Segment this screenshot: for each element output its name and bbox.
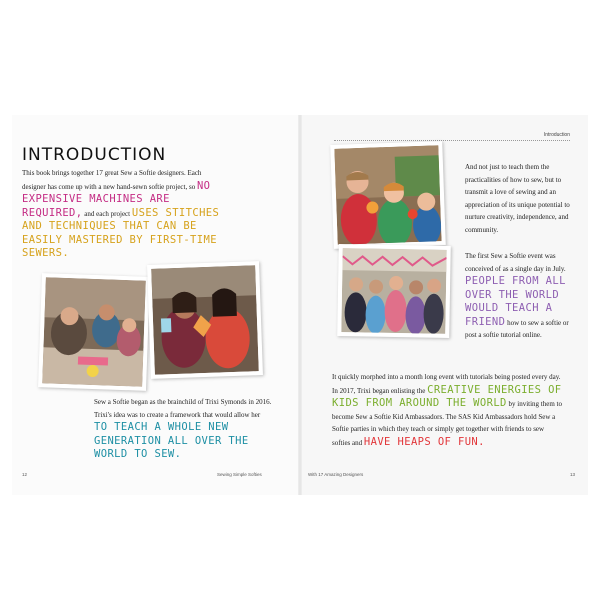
intro-text-2: and each project: [84, 209, 131, 218]
photo-girls-softies-image: [151, 265, 259, 375]
book-spread: [12, 115, 588, 495]
photo-group-kids-image: [341, 248, 446, 334]
left-page-number: 12: [22, 472, 28, 477]
right-p3-highlight-energies: CREATIVE ENERGIES OF KIDS FROM AROUND THE WORLD: [332, 383, 562, 409]
right-page-number: 13: [570, 472, 576, 477]
right-running-title: With 17 Amazing Designers: [308, 472, 364, 477]
left-running-title: Sewing Simple Softies: [217, 472, 262, 477]
right-p3-text-2: by inviting them to become Sew a Softie Kid Ambassadors. The SAS Kid Ambassadors hold Sew a Softie parties in which they teach or simply get together with friends to sew softies and: [332, 400, 562, 447]
photo-group-kids: [337, 244, 451, 338]
right-p3-text-1: It quickly morphed into a month long event with tutorials being posted every day. In 2017, Trixi began enlisting the: [332, 373, 561, 395]
intro-text-1: This book brings together 17 great Sew a Softie designers. Each designer has come up with a new hand-sewn softie project, so: [22, 169, 202, 191]
story-paragraph: [94, 396, 274, 462]
photo-boys-outdoors: [330, 141, 446, 249]
photo-kids-sewing-image: [42, 277, 146, 386]
photo-kids-sewing: [38, 273, 150, 391]
photo-girls-softies: [147, 261, 263, 379]
intro-paragraph: [22, 167, 222, 261]
intro-highlight-machines: NO EXPENSIVE MACHINES ARE REQUIRED,: [22, 179, 211, 219]
section-label: Introduction: [543, 132, 570, 138]
book-gutter: [298, 115, 302, 495]
dotted-rule: [334, 140, 570, 141]
right-p2-highlight-friend: PEOPLE FROM ALL OVER THE WORLD WOULD TEACH A FRIEND: [465, 275, 566, 328]
right-p2-text-2: how to sew a softie or post a softie tutorial online.: [465, 318, 569, 339]
right-paragraph-1: And not just to teach them the practicalities of how to sew, but to transmit a love of sewing and an appreciation of its unique potential to nurture creativity, independence, and community.: [465, 163, 570, 234]
story-text-1: Sew a Softie began as the brainchild of Trixi Symonds in 2016. Trixi's idea was to create a framework that would allow her: [94, 398, 272, 419]
intro-highlight-stitches: USES STITCHES AND TECHNIQUES THAT CAN BE EASILY MASTERED BY FIRST-TIME SEWERS.: [22, 206, 220, 259]
right-p2-text-1: The first Sew a Softie event was conceived of as a single day in July.: [465, 252, 566, 273]
photo-boys-outdoors-image: [334, 145, 441, 245]
right-paragraph-2: [465, 250, 577, 342]
page-title: INTRODUCTION: [22, 145, 167, 165]
right-p3-highlight-fun: HAVE HEAPS OF FUN.: [363, 435, 485, 448]
story-highlight-generation: TO TEACH A WHOLE NEW GENERATION ALL OVER THE WORLD TO SEW.: [94, 421, 249, 460]
right-paragraph-3: [332, 371, 562, 449]
